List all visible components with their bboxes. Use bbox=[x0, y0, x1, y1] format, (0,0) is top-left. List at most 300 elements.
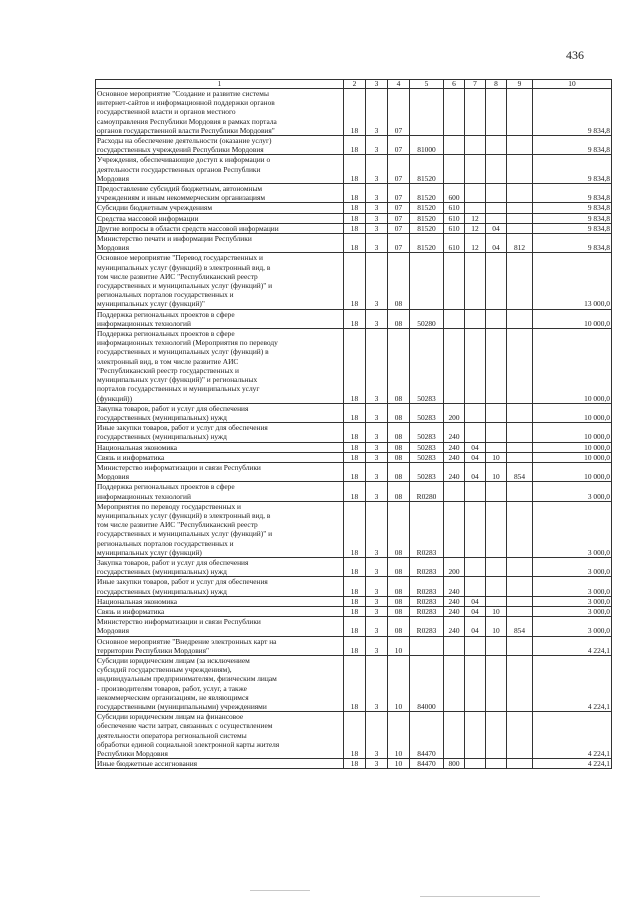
code-cell: 18 bbox=[344, 462, 366, 481]
amount-cell: 4 224,1 bbox=[533, 759, 612, 769]
table-row bbox=[96, 482, 612, 501]
amount-cell: 10 000,0 bbox=[533, 329, 612, 404]
code-cell bbox=[465, 184, 486, 203]
code-cell: 08 bbox=[388, 253, 410, 309]
column-header-4: 4 bbox=[388, 80, 410, 89]
code-cell: R0283 bbox=[410, 557, 444, 576]
code-cell bbox=[465, 557, 486, 576]
amount-cell: 9 834,8 bbox=[533, 213, 612, 223]
row-description: Связь и информатика bbox=[96, 606, 344, 616]
code-cell: 3 bbox=[366, 442, 388, 452]
table-row bbox=[96, 606, 612, 616]
code-cell: 08 bbox=[388, 329, 410, 404]
code-cell bbox=[486, 557, 507, 576]
code-cell bbox=[486, 596, 507, 606]
code-cell: 08 bbox=[388, 577, 410, 596]
code-cell: 81520 bbox=[410, 234, 444, 253]
code-cell bbox=[465, 759, 486, 769]
code-cell: 04 bbox=[486, 234, 507, 253]
code-cell: 07 bbox=[388, 155, 410, 184]
code-cell bbox=[507, 89, 533, 136]
table-row bbox=[96, 329, 612, 404]
amount-cell: 10 000,0 bbox=[533, 403, 612, 422]
code-cell: 81520 bbox=[410, 184, 444, 203]
code-cell: 10 bbox=[486, 606, 507, 616]
code-cell bbox=[465, 203, 486, 213]
code-cell bbox=[465, 482, 486, 501]
row-description: Поддержка региональных проектов в сфере информационных технологий bbox=[96, 309, 344, 328]
code-cell: R0283 bbox=[410, 606, 444, 616]
code-cell bbox=[486, 329, 507, 404]
page-number: 436 bbox=[566, 48, 584, 62]
code-cell: 08 bbox=[388, 309, 410, 328]
table-row bbox=[96, 223, 612, 233]
code-cell: 50283 bbox=[410, 442, 444, 452]
column-header-10: 10 bbox=[533, 80, 612, 89]
code-cell bbox=[507, 329, 533, 404]
code-cell: 81000 bbox=[410, 136, 444, 155]
code-cell: 240 bbox=[444, 617, 465, 636]
code-cell bbox=[465, 636, 486, 655]
table-row bbox=[96, 557, 612, 576]
code-cell: 08 bbox=[388, 606, 410, 616]
code-cell: 610 bbox=[444, 213, 465, 223]
code-cell bbox=[410, 636, 444, 655]
code-cell bbox=[444, 136, 465, 155]
code-cell bbox=[507, 184, 533, 203]
column-header-3: 3 bbox=[366, 80, 388, 89]
code-cell: 3 bbox=[366, 155, 388, 184]
code-cell: 04 bbox=[465, 442, 486, 452]
code-cell bbox=[507, 203, 533, 213]
code-cell: 08 bbox=[388, 596, 410, 606]
row-description: Национальная экономика bbox=[96, 596, 344, 606]
code-cell bbox=[465, 501, 486, 557]
code-cell: 84470 bbox=[410, 712, 444, 759]
code-cell bbox=[507, 596, 533, 606]
code-cell: 3 bbox=[366, 309, 388, 328]
code-cell: 18 bbox=[344, 136, 366, 155]
amount-cell: 4 224,1 bbox=[533, 636, 612, 655]
amount-cell: 3 000,0 bbox=[533, 577, 612, 596]
row-description: Субсидии юридическим лицам на финансовое обеспечение части затрат, связанных с осуществлением деятельности оператора региональной системы обработки единой социальной электронной карты жителя Республики Мордовия bbox=[96, 712, 344, 759]
amount-cell: 10 000,0 bbox=[533, 452, 612, 462]
code-cell bbox=[486, 501, 507, 557]
code-cell: 18 bbox=[344, 482, 366, 501]
code-cell: 3 bbox=[366, 636, 388, 655]
code-cell: 3 bbox=[366, 213, 388, 223]
code-cell: 04 bbox=[465, 617, 486, 636]
code-cell bbox=[465, 655, 486, 711]
table-body bbox=[96, 89, 612, 769]
code-cell bbox=[465, 253, 486, 309]
table-row bbox=[96, 155, 612, 184]
code-cell: 10 bbox=[486, 462, 507, 481]
code-cell: 18 bbox=[344, 636, 366, 655]
table-row bbox=[96, 636, 612, 655]
code-cell: 07 bbox=[388, 136, 410, 155]
code-cell bbox=[507, 442, 533, 452]
table-row bbox=[96, 309, 612, 328]
amount-cell: 4 224,1 bbox=[533, 712, 612, 759]
table-row bbox=[96, 596, 612, 606]
code-cell: 3 bbox=[366, 253, 388, 309]
code-cell bbox=[486, 213, 507, 223]
code-cell: 10 bbox=[388, 636, 410, 655]
code-cell: 10 bbox=[388, 759, 410, 769]
code-cell: 800 bbox=[444, 759, 465, 769]
table-row bbox=[96, 423, 612, 442]
code-cell bbox=[486, 403, 507, 422]
code-cell: R0283 bbox=[410, 617, 444, 636]
code-cell: 18 bbox=[344, 203, 366, 213]
code-cell bbox=[486, 423, 507, 442]
code-cell bbox=[465, 309, 486, 328]
code-cell bbox=[444, 636, 465, 655]
amount-cell: 3 000,0 bbox=[533, 596, 612, 606]
code-cell: 18 bbox=[344, 423, 366, 442]
code-cell: 240 bbox=[444, 596, 465, 606]
row-description: Министерство информатизации и связи Республики Мордовия bbox=[96, 462, 344, 481]
amount-cell: 9 834,8 bbox=[533, 89, 612, 136]
code-cell bbox=[410, 89, 444, 136]
code-cell: 18 bbox=[344, 759, 366, 769]
code-cell: 08 bbox=[388, 403, 410, 422]
code-cell: 200 bbox=[444, 403, 465, 422]
table-row bbox=[96, 462, 612, 481]
row-description: Средства массовой информации bbox=[96, 213, 344, 223]
amount-cell: 9 834,8 bbox=[533, 184, 612, 203]
code-cell: 81520 bbox=[410, 213, 444, 223]
code-cell: 10 bbox=[388, 712, 410, 759]
code-cell bbox=[444, 501, 465, 557]
code-cell bbox=[486, 577, 507, 596]
code-cell: 240 bbox=[444, 462, 465, 481]
code-cell: 18 bbox=[344, 501, 366, 557]
table-row bbox=[96, 712, 612, 759]
column-header-6: 6 bbox=[444, 80, 465, 89]
code-cell: 240 bbox=[444, 452, 465, 462]
code-cell: 600 bbox=[444, 184, 465, 203]
code-cell bbox=[486, 712, 507, 759]
header-row bbox=[96, 80, 612, 89]
code-cell bbox=[465, 712, 486, 759]
code-cell bbox=[465, 155, 486, 184]
code-cell: R0280 bbox=[410, 482, 444, 501]
row-description: Мероприятия по переводу государственных и муниципальных услуг (функций) в электронный вид, в том числе развитие АИС "Республиканский реестр государственных и муниципальных услуг (функций)" и региональных порталов государственных и муниципальных услуг (функций) bbox=[96, 501, 344, 557]
table-row bbox=[96, 184, 612, 203]
code-cell: 18 bbox=[344, 655, 366, 711]
code-cell: 18 bbox=[344, 596, 366, 606]
code-cell bbox=[465, 136, 486, 155]
row-description: Национальная экономика bbox=[96, 442, 344, 452]
code-cell: 18 bbox=[344, 213, 366, 223]
row-description: Закупка товаров, работ и услуг для обеспечения государственных (муниципальных) нужд bbox=[96, 403, 344, 422]
column-header-9: 9 bbox=[507, 80, 533, 89]
code-cell: 18 bbox=[344, 557, 366, 576]
code-cell: 3 bbox=[366, 403, 388, 422]
code-cell: 10 bbox=[486, 452, 507, 462]
code-cell: 50283 bbox=[410, 462, 444, 481]
table-row bbox=[96, 403, 612, 422]
code-cell: 81520 bbox=[410, 203, 444, 213]
code-cell: 18 bbox=[344, 223, 366, 233]
code-cell bbox=[507, 501, 533, 557]
code-cell: 04 bbox=[465, 462, 486, 481]
table-row bbox=[96, 577, 612, 596]
code-cell: 50280 bbox=[410, 309, 444, 328]
amount-cell: 10 000,0 bbox=[533, 423, 612, 442]
amount-cell: 9 834,8 bbox=[533, 136, 612, 155]
column-header-5: 5 bbox=[410, 80, 444, 89]
row-description: Основное мероприятие "Создание и развитие системы интернет-сайтов и информационной поддержки органов государственной власти и органов местного самоуправления Республики Мордовия в рамках портала органов государственной власти Республики Мордовия" bbox=[96, 89, 344, 136]
code-cell bbox=[486, 309, 507, 328]
code-cell bbox=[507, 482, 533, 501]
code-cell: 3 bbox=[366, 557, 388, 576]
code-cell: 3 bbox=[366, 452, 388, 462]
code-cell: 18 bbox=[344, 155, 366, 184]
code-cell: R0283 bbox=[410, 501, 444, 557]
code-cell bbox=[507, 759, 533, 769]
code-cell: 07 bbox=[388, 223, 410, 233]
code-cell: 10 bbox=[388, 655, 410, 711]
row-description: Поддержка региональных проектов в сфере информационных технологий (Мероприятия по переводу государственных и муниципальных услуг (функций) в электронный вид, в том числе развитие АИС "Республиканский реестр государственных и муниципальных услуг (функций)" и региональных порталов государственных и муниципальных услуг (функций)) bbox=[96, 329, 344, 404]
row-description: Связь и информатика bbox=[96, 452, 344, 462]
code-cell: 08 bbox=[388, 482, 410, 501]
code-cell: 3 bbox=[366, 423, 388, 442]
code-cell bbox=[507, 557, 533, 576]
row-description: Министерство информатизации и связи Республики Мордовия bbox=[96, 617, 344, 636]
code-cell: 3 bbox=[366, 223, 388, 233]
code-cell: 08 bbox=[388, 617, 410, 636]
code-cell: 08 bbox=[388, 452, 410, 462]
table-row bbox=[96, 501, 612, 557]
code-cell: 84000 bbox=[410, 655, 444, 711]
code-cell: 08 bbox=[388, 557, 410, 576]
amount-cell: 3 000,0 bbox=[533, 606, 612, 616]
code-cell: 12 bbox=[465, 234, 486, 253]
column-header-8: 8 bbox=[486, 80, 507, 89]
code-cell: 81520 bbox=[410, 155, 444, 184]
code-cell: 3 bbox=[366, 203, 388, 213]
row-description: Закупка товаров, работ и услуг для обеспечения государственных (муниципальных) нужд bbox=[96, 557, 344, 576]
code-cell bbox=[486, 655, 507, 711]
code-cell: 18 bbox=[344, 452, 366, 462]
row-description: Иные бюджетные ассигнования bbox=[96, 759, 344, 769]
code-cell: 50283 bbox=[410, 423, 444, 442]
code-cell: 10 bbox=[486, 617, 507, 636]
code-cell bbox=[507, 452, 533, 462]
amount-cell: 3 000,0 bbox=[533, 617, 612, 636]
code-cell bbox=[507, 655, 533, 711]
row-description: Другие вопросы в области средств массовой информации bbox=[96, 223, 344, 233]
code-cell: 3 bbox=[366, 136, 388, 155]
code-cell: 04 bbox=[465, 606, 486, 616]
table-row bbox=[96, 203, 612, 213]
code-cell bbox=[444, 712, 465, 759]
code-cell bbox=[507, 253, 533, 309]
code-cell bbox=[507, 136, 533, 155]
amount-cell: 10 000,0 bbox=[533, 462, 612, 481]
code-cell: 18 bbox=[344, 712, 366, 759]
code-cell: 08 bbox=[388, 462, 410, 481]
code-cell bbox=[486, 482, 507, 501]
code-cell: 04 bbox=[465, 452, 486, 462]
code-cell bbox=[486, 89, 507, 136]
column-header-1: 1 bbox=[96, 80, 344, 89]
code-cell: 12 bbox=[465, 213, 486, 223]
code-cell: 3 bbox=[366, 759, 388, 769]
code-cell: 18 bbox=[344, 403, 366, 422]
code-cell bbox=[507, 577, 533, 596]
code-cell: 84470 bbox=[410, 759, 444, 769]
code-cell bbox=[465, 423, 486, 442]
row-description: Основное мероприятие "Внедрение электронных карт на территории Республики Мордовия" bbox=[96, 636, 344, 655]
code-cell bbox=[486, 184, 507, 203]
code-cell: 81520 bbox=[410, 223, 444, 233]
table-row bbox=[96, 253, 612, 309]
code-cell: 3 bbox=[366, 606, 388, 616]
column-header-2: 2 bbox=[344, 80, 366, 89]
amount-cell: 9 834,8 bbox=[533, 223, 612, 233]
row-description: Иные закупки товаров, работ и услуг для обеспечения государственных (муниципальных) нужд bbox=[96, 577, 344, 596]
code-cell: 18 bbox=[344, 617, 366, 636]
code-cell bbox=[465, 89, 486, 136]
code-cell bbox=[507, 155, 533, 184]
code-cell bbox=[486, 155, 507, 184]
table-row bbox=[96, 136, 612, 155]
budget-table bbox=[95, 79, 612, 769]
column-header-7: 7 bbox=[465, 80, 486, 89]
code-cell: 3 bbox=[366, 655, 388, 711]
code-cell bbox=[507, 403, 533, 422]
code-cell: 200 bbox=[444, 557, 465, 576]
row-description: Субсидии юридическим лицам (за исключением субсидий государственным учреждениям), индивидуальным предпринимателям, физическим лицам - производителям товаров, работ, услуг, а также некоммерческим организациям, не являющимся государственными (муниципальными) учреждениями bbox=[96, 655, 344, 711]
code-cell: 07 bbox=[388, 203, 410, 213]
code-cell: 04 bbox=[486, 223, 507, 233]
code-cell: 18 bbox=[344, 234, 366, 253]
amount-cell: 9 834,8 bbox=[533, 234, 612, 253]
code-cell bbox=[444, 155, 465, 184]
code-cell: 3 bbox=[366, 577, 388, 596]
row-description: Основное мероприятие "Перевод государственных и муниципальных услуг (функций) в электронный вид, в том числе развитие АИС "Республиканский реестр государственных и муниципальных услуг (функций)" и региональных порталов государственных и муниципальных услуг (функций)" bbox=[96, 253, 344, 309]
row-description: Расходы на обеспечение деятельности (оказание услуг) государственных учреждений Республики Мордовия bbox=[96, 136, 344, 155]
code-cell: 07 bbox=[388, 234, 410, 253]
code-cell: 610 bbox=[444, 203, 465, 213]
code-cell: 08 bbox=[388, 442, 410, 452]
code-cell: 610 bbox=[444, 234, 465, 253]
code-cell: 240 bbox=[444, 423, 465, 442]
table-row bbox=[96, 617, 612, 636]
code-cell bbox=[444, 309, 465, 328]
code-cell: 3 bbox=[366, 617, 388, 636]
amount-cell: 9 834,8 bbox=[533, 203, 612, 213]
code-cell: 3 bbox=[366, 712, 388, 759]
row-description: Субсидии бюджетным учреждениям bbox=[96, 203, 344, 213]
code-cell: 18 bbox=[344, 253, 366, 309]
code-cell: 812 bbox=[507, 234, 533, 253]
code-cell bbox=[444, 329, 465, 404]
code-cell: 18 bbox=[344, 442, 366, 452]
code-cell: 18 bbox=[344, 329, 366, 404]
row-description: Поддержка региональных проектов в сфере информационных технологий bbox=[96, 482, 344, 501]
row-description: Иные закупки товаров, работ и услуг для обеспечения государственных (муниципальных) нужд bbox=[96, 423, 344, 442]
code-cell bbox=[507, 606, 533, 616]
code-cell: 240 bbox=[444, 577, 465, 596]
row-description: Предоставление субсидий бюджетным, автономным учреждениям и иным некоммерческим организациям bbox=[96, 184, 344, 203]
code-cell bbox=[507, 213, 533, 223]
code-cell: 3 bbox=[366, 501, 388, 557]
code-cell: R0283 bbox=[410, 577, 444, 596]
code-cell: 50283 bbox=[410, 452, 444, 462]
amount-cell: 4 224,1 bbox=[533, 655, 612, 711]
code-cell bbox=[444, 482, 465, 501]
code-cell bbox=[486, 759, 507, 769]
code-cell: 240 bbox=[444, 606, 465, 616]
code-cell: 3 bbox=[366, 462, 388, 481]
amount-cell: 10 000,0 bbox=[533, 442, 612, 452]
code-cell: 3 bbox=[366, 329, 388, 404]
table-row bbox=[96, 655, 612, 711]
code-cell: 18 bbox=[344, 309, 366, 328]
code-cell: 18 bbox=[344, 89, 366, 136]
amount-cell: 13 000,0 bbox=[533, 253, 612, 309]
scan-mark bbox=[420, 896, 540, 897]
amount-cell: 3 000,0 bbox=[533, 482, 612, 501]
code-cell: 240 bbox=[444, 442, 465, 452]
code-cell: 854 bbox=[507, 462, 533, 481]
code-cell bbox=[465, 577, 486, 596]
code-cell bbox=[507, 223, 533, 233]
code-cell bbox=[444, 655, 465, 711]
code-cell: 18 bbox=[344, 606, 366, 616]
code-cell: 3 bbox=[366, 596, 388, 606]
amount-cell: 10 000,0 bbox=[533, 309, 612, 328]
code-cell: 18 bbox=[344, 577, 366, 596]
code-cell: 04 bbox=[465, 596, 486, 606]
code-cell: 12 bbox=[465, 223, 486, 233]
code-cell bbox=[465, 403, 486, 422]
code-cell bbox=[486, 442, 507, 452]
code-cell: 854 bbox=[507, 617, 533, 636]
table-row bbox=[96, 442, 612, 452]
row-description: Министерство печати и информации Республики Мордовия bbox=[96, 234, 344, 253]
code-cell: 18 bbox=[344, 184, 366, 203]
code-cell bbox=[507, 309, 533, 328]
code-cell: 08 bbox=[388, 501, 410, 557]
scan-mark bbox=[250, 890, 310, 891]
amount-cell: 3 000,0 bbox=[533, 501, 612, 557]
code-cell: 07 bbox=[388, 184, 410, 203]
code-cell bbox=[507, 423, 533, 442]
amount-cell: 3 000,0 bbox=[533, 557, 612, 576]
code-cell: 3 bbox=[366, 89, 388, 136]
code-cell bbox=[465, 329, 486, 404]
code-cell: 3 bbox=[366, 482, 388, 501]
table-row bbox=[96, 213, 612, 223]
row-description: Учреждения, обеспечивающие доступ к информации о деятельности государственных органов Республики Мордовия bbox=[96, 155, 344, 184]
amount-cell: 9 834,8 bbox=[533, 155, 612, 184]
table-row bbox=[96, 759, 612, 769]
code-cell bbox=[486, 136, 507, 155]
code-cell bbox=[444, 253, 465, 309]
table-row bbox=[96, 452, 612, 462]
code-cell: 50283 bbox=[410, 329, 444, 404]
code-cell: 610 bbox=[444, 223, 465, 233]
code-cell: 50283 bbox=[410, 403, 444, 422]
code-cell bbox=[444, 89, 465, 136]
code-cell: R0283 bbox=[410, 596, 444, 606]
